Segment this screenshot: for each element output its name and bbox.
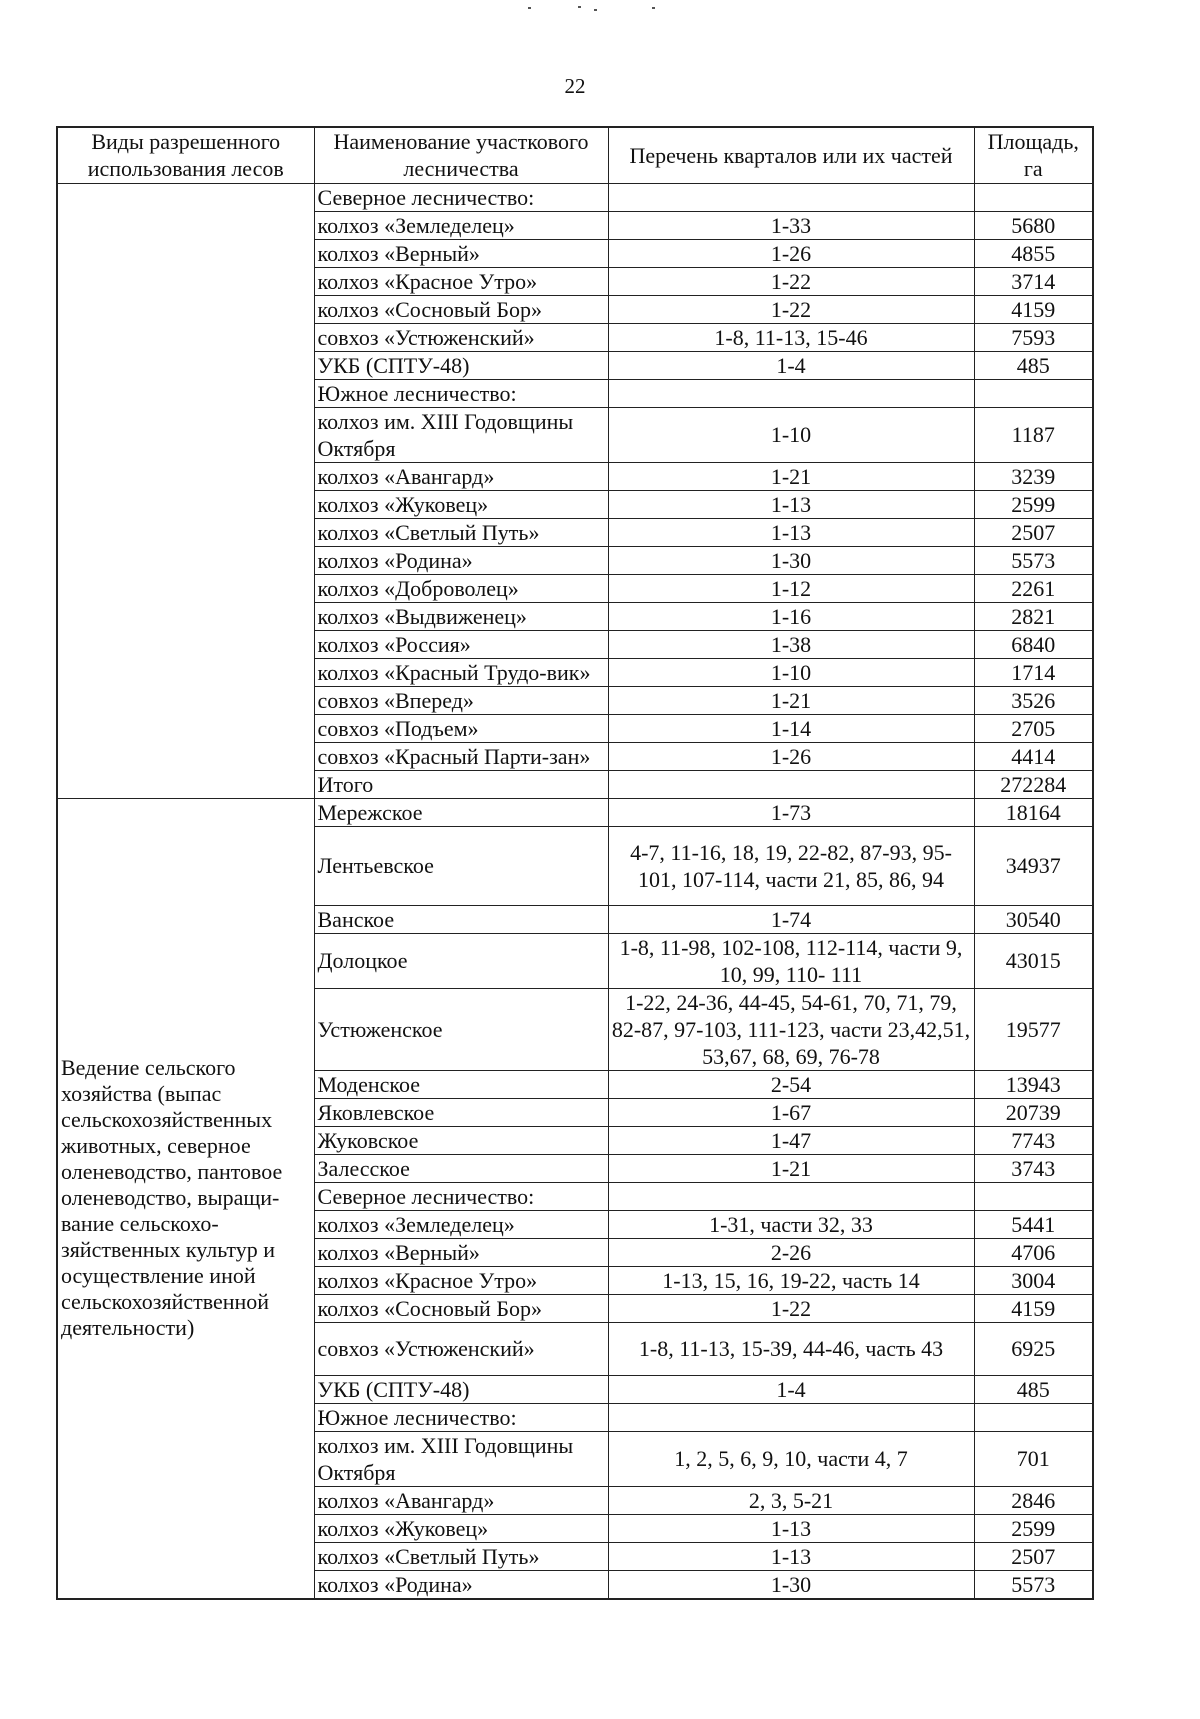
blocks-cell: 1-22 bbox=[608, 295, 974, 323]
blocks-cell: 1-30 bbox=[608, 1570, 974, 1599]
area-cell: 4159 bbox=[974, 1294, 1093, 1322]
forestry-name-cell: совхоз «Устюженский» bbox=[314, 1322, 608, 1375]
area-cell: 2846 bbox=[974, 1486, 1093, 1514]
header-row bbox=[57, 127, 1093, 183]
area-cell: 5573 bbox=[974, 1570, 1093, 1599]
area-cell: 2821 bbox=[974, 602, 1093, 630]
area-cell: 2599 bbox=[974, 490, 1093, 518]
blocks-cell bbox=[608, 1403, 974, 1431]
forestry-name-cell: колхоз «Сосновый Бор» bbox=[314, 295, 608, 323]
forestry-name-cell: УКБ (СПТУ-48) bbox=[314, 1375, 608, 1403]
forestry-name-cell: колхоз «Сосновый Бор» bbox=[314, 1294, 608, 1322]
area-cell: 4159 bbox=[974, 295, 1093, 323]
blocks-cell: 1-22 bbox=[608, 267, 974, 295]
use-type-cell: Ведение сельского хозяйства (выпас сельскохозяйственных животных, северное оленеводство, пантовое оленеводство, выращи-вание сельскохо-зяйственных культур и осуществление иной сельскохозяйственной деятельности) bbox=[57, 798, 314, 1599]
area-cell: 2705 bbox=[974, 714, 1093, 742]
forestry-name-cell: Южное лесничество: bbox=[314, 1403, 608, 1431]
forestry-name-cell: колхоз «Верный» bbox=[314, 239, 608, 267]
forestry-name-cell: колхоз «Выдвиженец» bbox=[314, 602, 608, 630]
forestry-name-cell: Ванское bbox=[314, 905, 608, 933]
forestry-name-cell: Моденское bbox=[314, 1070, 608, 1098]
forestry-name-cell: Мережское bbox=[314, 798, 608, 826]
blocks-cell: 1-26 bbox=[608, 742, 974, 770]
area-cell: 6840 bbox=[974, 630, 1093, 658]
area-cell: 7593 bbox=[974, 323, 1093, 351]
scan-specks bbox=[520, 4, 670, 14]
area-cell: 1187 bbox=[974, 407, 1093, 462]
blocks-cell: 1-8, 11-98, 102-108, 112-114, части 9, 10, 99, 110- 111 bbox=[608, 933, 974, 988]
forestry-name-cell: колхоз «Жуковец» bbox=[314, 1514, 608, 1542]
blocks-cell: 1-47 bbox=[608, 1126, 974, 1154]
blocks-cell: 1-13 bbox=[608, 1514, 974, 1542]
blocks-cell: 1-26 bbox=[608, 239, 974, 267]
area-cell: 3743 bbox=[974, 1154, 1093, 1182]
blocks-cell bbox=[608, 379, 974, 407]
forestry-name-cell: колхоз им. XIII Годовщины Октября bbox=[314, 1431, 608, 1486]
blocks-cell: 1, 2, 5, 6, 9, 10, части 4, 7 bbox=[608, 1431, 974, 1486]
area-cell: 485 bbox=[974, 351, 1093, 379]
blocks-cell: 1-31, части 32, 33 bbox=[608, 1210, 974, 1238]
area-cell: 4855 bbox=[974, 239, 1093, 267]
blocks-cell: 1-14 bbox=[608, 714, 974, 742]
forestry-name-cell: колхоз «Родина» bbox=[314, 546, 608, 574]
area-cell: 272284 bbox=[974, 770, 1093, 798]
forestry-name-cell: колхоз «Доброволец» bbox=[314, 574, 608, 602]
forestry-name-cell: Долоцкое bbox=[314, 933, 608, 988]
forestry-name-cell: совхоз «Вперед» bbox=[314, 686, 608, 714]
table-row bbox=[57, 798, 1093, 826]
forestry-name-cell: Жуковское bbox=[314, 1126, 608, 1154]
blocks-cell: 4-7, 11-16, 18, 19, 22-82, 87-93, 95-101, 107-114, части 21, 85, 86, 94 bbox=[608, 826, 974, 905]
area-cell: 4706 bbox=[974, 1238, 1093, 1266]
area-cell: 43015 bbox=[974, 933, 1093, 988]
area-cell: 4414 bbox=[974, 742, 1093, 770]
header-area: Площадь, га bbox=[974, 127, 1093, 183]
area-cell: 6925 bbox=[974, 1322, 1093, 1375]
area-cell: 3526 bbox=[974, 686, 1093, 714]
area-cell: 485 bbox=[974, 1375, 1093, 1403]
area-cell: 34937 bbox=[974, 826, 1093, 905]
blocks-cell: 1-13, 15, 16, 19-22, часть 14 bbox=[608, 1266, 974, 1294]
area-cell: 13943 bbox=[974, 1070, 1093, 1098]
area-cell bbox=[974, 183, 1093, 211]
blocks-cell: 1-13 bbox=[608, 518, 974, 546]
forestry-name-cell: Итого bbox=[314, 770, 608, 798]
use-type-cell bbox=[57, 183, 314, 798]
forestry-name-cell: колхоз «Россия» bbox=[314, 630, 608, 658]
forestry-name-cell: Залесское bbox=[314, 1154, 608, 1182]
table-body bbox=[57, 183, 1093, 1599]
blocks-cell: 1-13 bbox=[608, 490, 974, 518]
area-cell: 5573 bbox=[974, 546, 1093, 574]
forestry-name-cell: колхоз «Родина» bbox=[314, 1570, 608, 1599]
forestry-name-cell: колхоз «Авангард» bbox=[314, 1486, 608, 1514]
forestry-name-cell: колхоз им. XIII Годовщины Октября bbox=[314, 407, 608, 462]
blocks-cell: 1-4 bbox=[608, 351, 974, 379]
forestry-name-cell: колхоз «Верный» bbox=[314, 1238, 608, 1266]
area-cell: 20739 bbox=[974, 1098, 1093, 1126]
area-cell: 701 bbox=[974, 1431, 1093, 1486]
blocks-cell: 1-10 bbox=[608, 658, 974, 686]
forestry-name-cell: колхоз «Земледелец» bbox=[314, 211, 608, 239]
forestry-name-cell: колхоз «Красное Утро» bbox=[314, 267, 608, 295]
area-cell: 3239 bbox=[974, 462, 1093, 490]
blocks-cell: 1-73 bbox=[608, 798, 974, 826]
blocks-cell bbox=[608, 1182, 974, 1210]
forestry-name-cell: Лентьевское bbox=[314, 826, 608, 905]
forestry-name-cell: УКБ (СПТУ-48) bbox=[314, 351, 608, 379]
area-cell: 19577 bbox=[974, 988, 1093, 1070]
forestry-name-cell: колхоз «Светлый Путь» bbox=[314, 1542, 608, 1570]
blocks-cell: 1-12 bbox=[608, 574, 974, 602]
area-cell bbox=[974, 1403, 1093, 1431]
forestry-name-cell: колхоз «Красное Утро» bbox=[314, 1266, 608, 1294]
blocks-cell: 2-54 bbox=[608, 1070, 974, 1098]
blocks-cell: 1-33 bbox=[608, 211, 974, 239]
area-cell: 2599 bbox=[974, 1514, 1093, 1542]
area-cell: 1714 bbox=[974, 658, 1093, 686]
forestry-name-cell: Южное лесничество: bbox=[314, 379, 608, 407]
blocks-cell: 1-22, 24-36, 44-45, 54-61, 70, 71, 79, 82-87, 97-103, 111-123, части 23,42,51, 53,67, 68, 69, 76-78 bbox=[608, 988, 974, 1070]
blocks-cell: 1-67 bbox=[608, 1098, 974, 1126]
blocks-cell: 1-74 bbox=[608, 905, 974, 933]
area-cell: 7743 bbox=[974, 1126, 1093, 1154]
blocks-cell: 1-21 bbox=[608, 462, 974, 490]
blocks-cell: 2-26 bbox=[608, 1238, 974, 1266]
area-cell: 5680 bbox=[974, 211, 1093, 239]
forestry-name-cell: совхоз «Подъем» bbox=[314, 714, 608, 742]
area-cell: 3004 bbox=[974, 1266, 1093, 1294]
forestry-name-cell: Северное лесничество: bbox=[314, 183, 608, 211]
blocks-cell: 1-21 bbox=[608, 1154, 974, 1182]
forestry-name-cell: колхоз «Жуковец» bbox=[314, 490, 608, 518]
area-cell bbox=[974, 379, 1093, 407]
blocks-cell: 1-38 bbox=[608, 630, 974, 658]
blocks-cell: 1-13 bbox=[608, 1542, 974, 1570]
area-cell: 2507 bbox=[974, 518, 1093, 546]
header-use: Виды разрешенного использования лесов bbox=[57, 127, 314, 183]
blocks-cell: 2, 3, 5-21 bbox=[608, 1486, 974, 1514]
forestry-name-cell: колхоз «Красный Трудо-вик» bbox=[314, 658, 608, 686]
blocks-cell bbox=[608, 183, 974, 211]
blocks-cell: 1-4 bbox=[608, 1375, 974, 1403]
blocks-cell: 1-30 bbox=[608, 546, 974, 574]
area-cell: 2507 bbox=[974, 1542, 1093, 1570]
forestry-name-cell: совхоз «Красный Парти-зан» bbox=[314, 742, 608, 770]
area-cell bbox=[974, 1182, 1093, 1210]
blocks-cell: 1-21 bbox=[608, 686, 974, 714]
forestry-name-cell: колхоз «Авангард» bbox=[314, 462, 608, 490]
forest-use-table bbox=[56, 126, 1094, 1600]
blocks-cell: 1-8, 11-13, 15-46 bbox=[608, 323, 974, 351]
area-cell: 3714 bbox=[974, 267, 1093, 295]
blocks-cell: 1-22 bbox=[608, 1294, 974, 1322]
table-row bbox=[57, 183, 1093, 211]
forestry-name-cell: колхоз «Земледелец» bbox=[314, 1210, 608, 1238]
blocks-cell bbox=[608, 770, 974, 798]
header-name: Наименование участкового лесничества bbox=[314, 127, 608, 183]
forestry-name-cell: совхоз «Устюженский» bbox=[314, 323, 608, 351]
page-number: 22 bbox=[564, 74, 586, 98]
area-cell: 2261 bbox=[974, 574, 1093, 602]
forestry-name-cell: Яковлевское bbox=[314, 1098, 608, 1126]
forestry-name-cell: Устюженское bbox=[314, 988, 608, 1070]
area-cell: 30540 bbox=[974, 905, 1093, 933]
blocks-cell: 1-8, 11-13, 15-39, 44-46, часть 43 bbox=[608, 1322, 974, 1375]
forestry-name-cell: колхоз «Светлый Путь» bbox=[314, 518, 608, 546]
header-blocks: Перечень кварталов или их частей bbox=[608, 127, 974, 183]
area-cell: 18164 bbox=[974, 798, 1093, 826]
blocks-cell: 1-10 bbox=[608, 407, 974, 462]
area-cell: 5441 bbox=[974, 1210, 1093, 1238]
blocks-cell: 1-16 bbox=[608, 602, 974, 630]
forestry-name-cell: Северное лесничество: bbox=[314, 1182, 608, 1210]
